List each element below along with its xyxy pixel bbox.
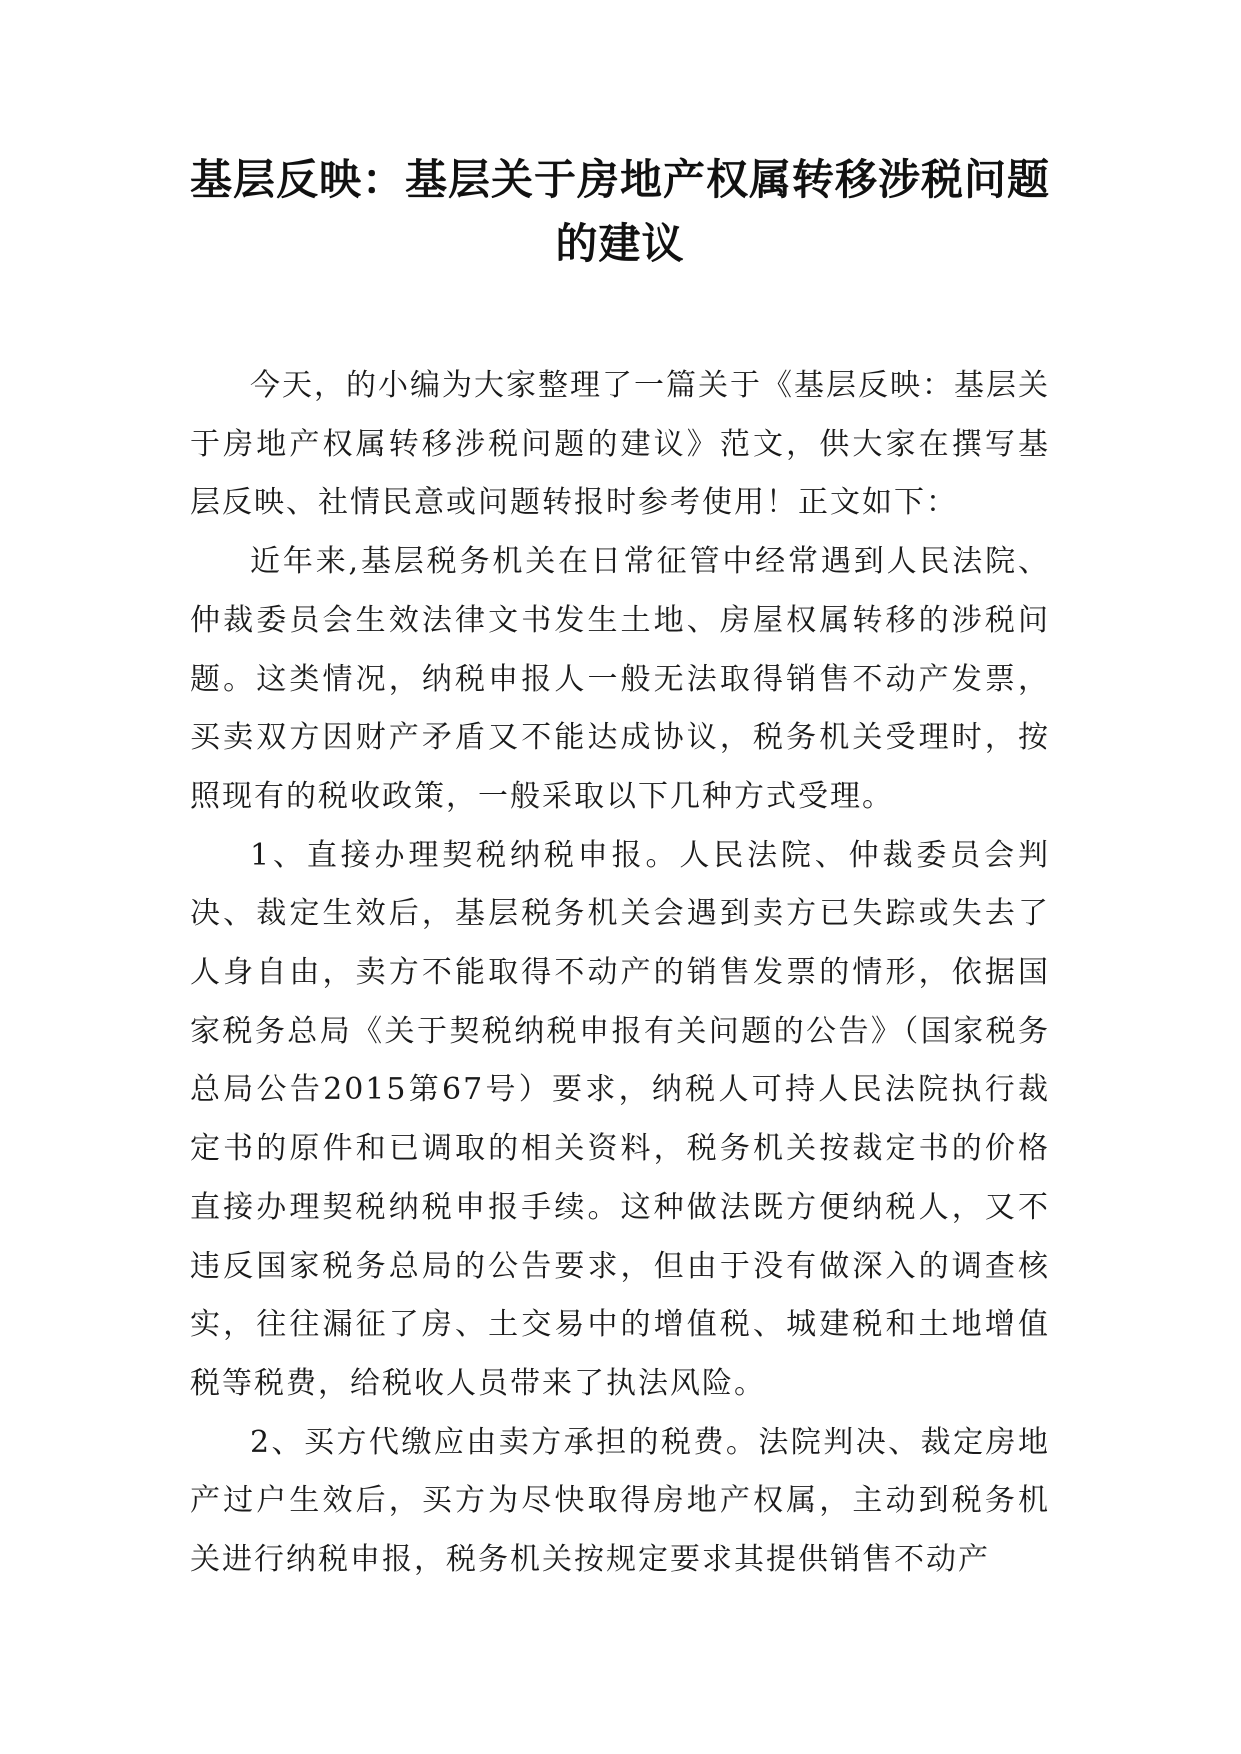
intro-paragraph: 今天，的小编为大家整理了一篇关于《基层反映：基层关于房地产权属转移涉税问题的建议》范文，供大家在撰写基层反映、社情民意或问题转报时参考使用！正文如下： [190,368,1050,521]
background-paragraph: 近年来,基层税务机关在日常征管中经常遇到人民法院、仲裁委员会生效法律文书发生土地、房屋权属转移的涉税问题。这类情况，纳税申报人一般无法取得销售不动产发票，买卖双方因财产矛盾又不能达成协议，税务机关受理时，按照现有的税收政策，一般采取以下几种方式受理。 [190,544,1050,814]
point-1-paragraph: 1、直接办理契税纳税申报。人民法院、仲裁委员会判决、裁定生效后，基层税务机关会遇到卖方已失踪或失去了人身自由，卖方不能取得不动产的销售发票的情形，依据国家税务总局《关于契税纳税申报有关问题的公告》（国家税务总局公告2015第67号）要求，纳税人可持人民法院执行裁定书的原件和已调取的相关资料，税务机关按裁定书的价格直接办理契税纳税申报手续。这种做法既方便纳税人，又不违反国家税务总局的公告要求，但由于没有做深入的调查核实，往往漏征了房、土交易中的增值税、城建税和土地增值税等税费，给税收人员带来了执法风险。 [190,837,1050,1401]
document-body [190,357,1050,1590]
document-title: 基层反映：基层关于房地产权属转移涉税问题的建议 [189,155,1050,268]
point-2-paragraph: 2、买方代缴应由卖方承担的税费。法院判决、裁定房地产过户生效后，买方为尽快取得房地产权属，主动到税务机关进行纳税申报，税务机关按规定要求其提供销售不动产 [190,1424,1050,1578]
